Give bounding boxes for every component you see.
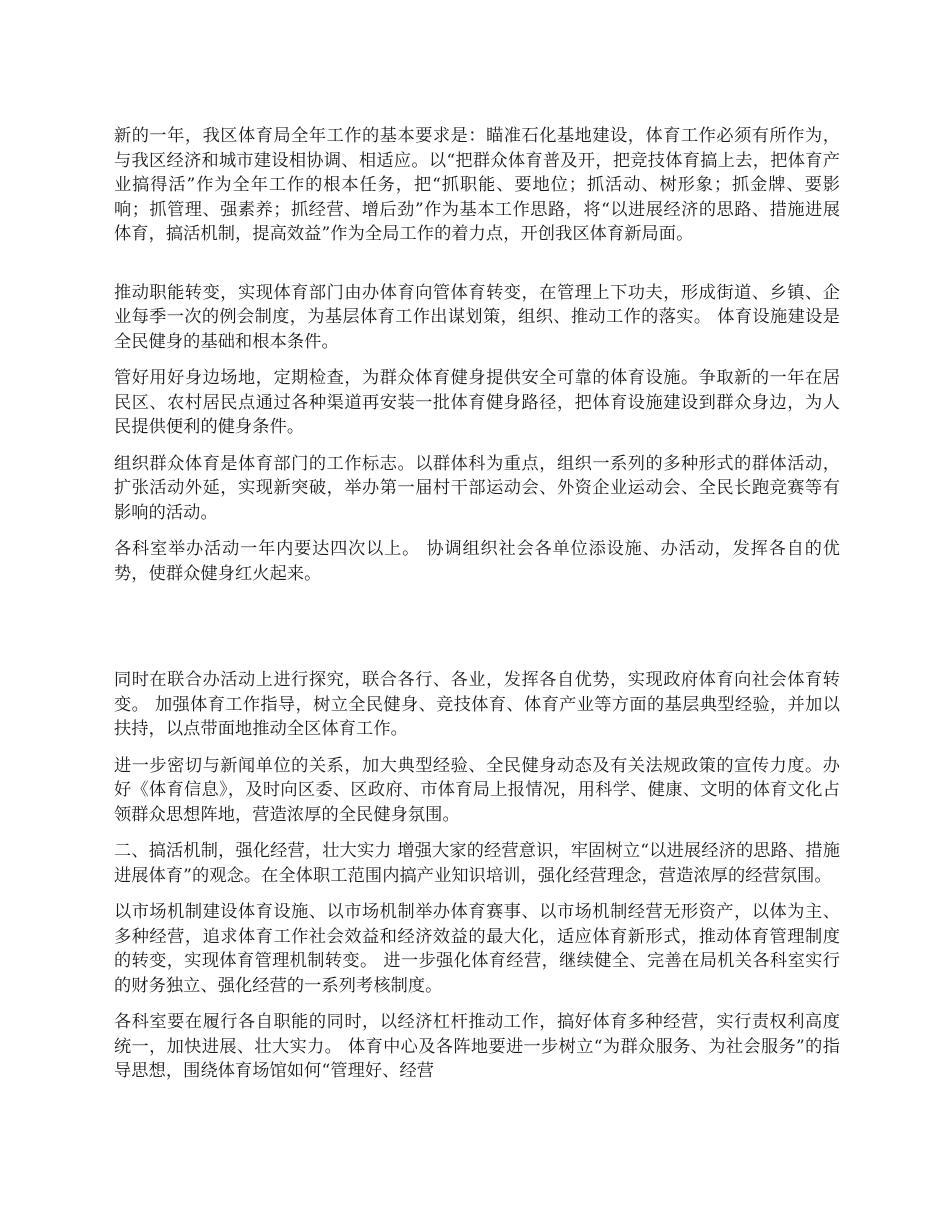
paragraph-7: 进一步密切与新闻单位的关系，加大典型经验、全民健身动态及有关法规政策的宣传力度。办好《体育信息》，及时向区委、区政府、市体育局上报情况，用科学、健康、文明的体育文化占领群众思想阵地，营造浓厚的全民健身氛围。 <box>114 755 840 825</box>
paragraph-5: 各科室举办活动一年内要达四次以上。 协调组织社会各单位添设施、办活动，发挥各自的优势，使群众健身红火起来。 <box>114 539 840 584</box>
paragraph-6: 同时在联合办活动上进行探究，联合各行、各业，发挥各自优势，实现政府体育向社会体育转变。 加强体育工作指导，树立全民健身、竞技体育、体育产业等方面的基层典型经验，并加以扶持，以点带面地推动全区体育工作。 <box>114 670 840 739</box>
paragraph-8: 二、搞活机制，强化经营，壮大实力 增强大家的经营意识，牢固树立“以进展经济的思路、措施进展体育”的观念。在全体职工范围内搞产业知识培训，强化经营理念，营造浓厚的经营氛围。 <box>114 841 840 886</box>
paragraph-3: 管好用好身边场地，定期检查，为群众体育健身提供安全可靠的体育设施。争取新的一年在居民区、农村居民点通过各种渠道再安装一批体育健身路径，把体育设施建设到群众身边，为人民提供便利的健身条件。 <box>114 368 840 437</box>
document-body <box>114 124 840 1084</box>
paragraph-10: 各科室要在履行各自职能的同时，以经济杠杆推动工作，搞好体育多种经营，实行责权利高度统一，加快进展、壮大实力。 体育中心及各阵地要进一步树立“为群众服务、为社会服务”的指导思想，围绕体育场馆如何“管理好、经营 <box>114 1012 840 1081</box>
paragraph-1: 新的一年，我区体育局全年工作的基本要求是：瞄准石化基地建设，体育工作必须有所作为，与我区经济和城市建设相协调、相适应。以“把群众体育普及开，把竞技体育搞上去，把体育产业搞得活”作为全年工作的根本任务，把“抓职能、要地位；抓活动、树形象；抓金牌、要影响；抓管理、强素养；抓经营、增后劲”作为基本工作思路，将“以进展经济的思路、措施进展体育，搞活机制，提高效益”作为全局工作的着力点，开创我区体育新局面。 <box>114 126 840 244</box>
paragraph-2: 推动职能转变，实现体育部门由办体育向管体育转变，在管理上下功夫，形成街道、乡镇、企业每季一次的例会制度，为基层体育工作出谋划策，组织、推动工作的落实。 体育设施建设是全民健身的基础和根本条件。 <box>114 282 840 352</box>
paragraph-4: 组织群众体育是体育部门的工作标志。以群体科为重点，组织一系列的多种形式的群体活动，扩张活动外延，实现新突破，举办第一届村干部运动会、外资企业运动会、全民长跑竞赛等有影响的活动。 <box>114 453 840 523</box>
paragraph-9: 以市场机制建设体育设施、以市场机制举办体育赛事、以市场机制经营无形资产，以体为主、多种经营，追求体育工作社会效益和经济效益的最大化，适应体育新形式，推动体育管理制度的转变，实现体育管理机制转变。 进一步强化体育经营，继续健全、完善在局机关各科室实行的财务独立、强化经营的一系列考核制度。 <box>114 902 840 996</box>
